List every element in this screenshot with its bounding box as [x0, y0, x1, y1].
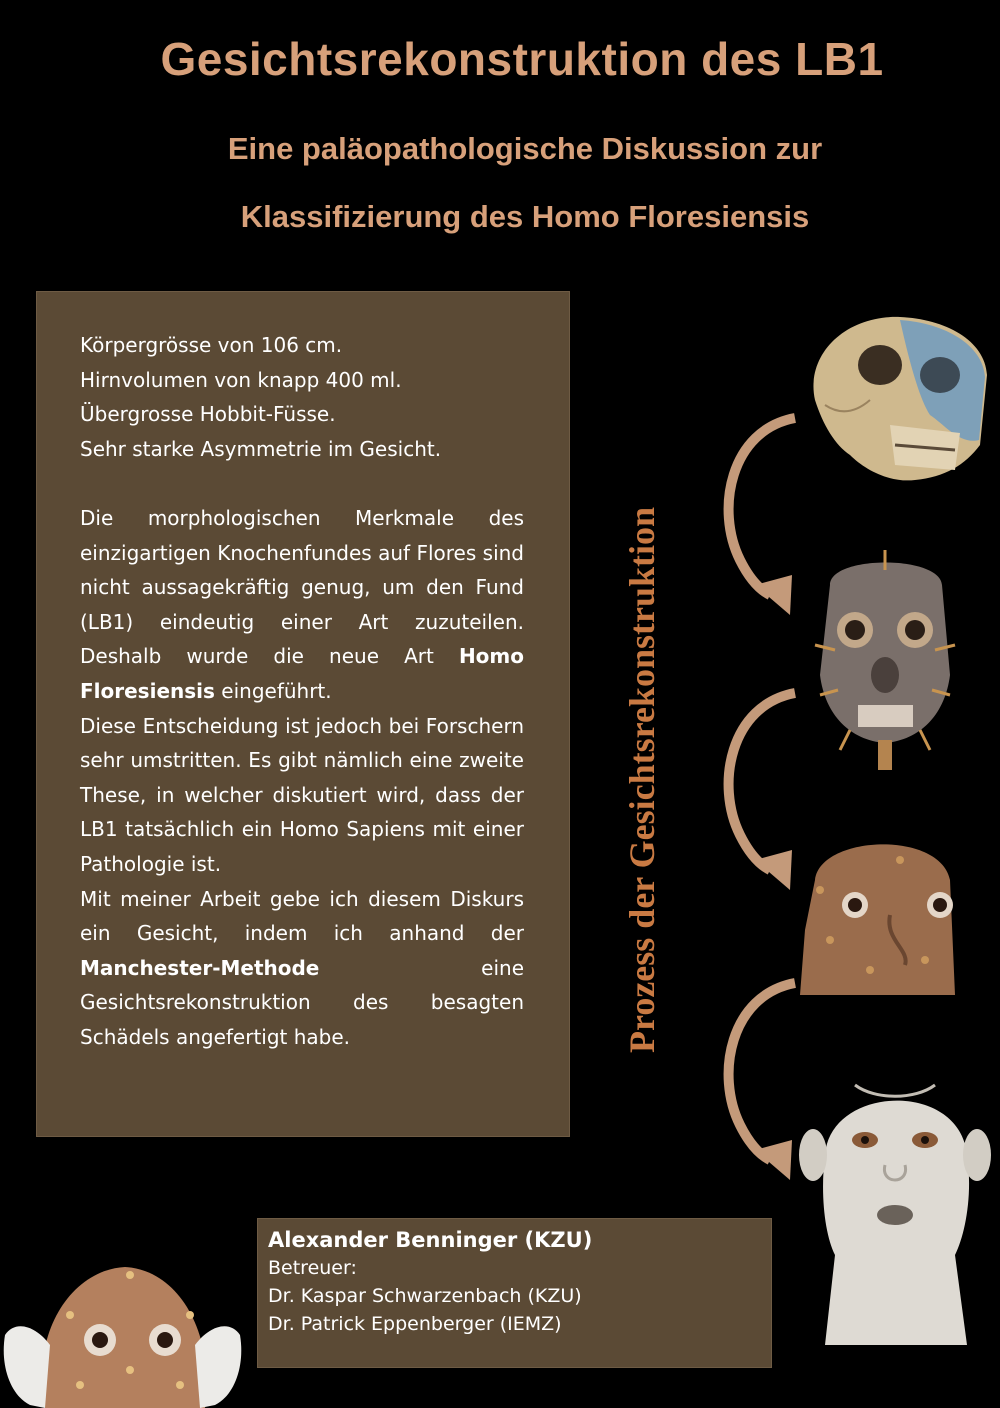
process-label: Prozess der Gesichtsrekonstruktion [622, 507, 662, 1053]
subtitle-line-2: Klassifizierung des Homo Floresiensis [240, 199, 810, 234]
fact-body-height: Körpergrösse von 106 cm. [80, 333, 343, 357]
subtitle-line-1: Eine paläopathologische Diskussion zur [227, 131, 823, 166]
paragraph-controversy: Diese Entscheidung ist jedoch bei Forschern sehr umstritten. Es gibt nämlich eine zweite These, in welcher diskutiert wird, dass der LB1 tatsächlich ein Homo Sapiens mit einer Pathologie ist. [80, 713, 524, 876]
process-arrow-3 [700, 975, 810, 1185]
supervisor-2: Dr. Patrick Eppenberger (IEMZ) [268, 1313, 562, 1335]
species-name: Homo Floresiensis [80, 644, 524, 703]
supervisor-label: Betreuer: [268, 1257, 357, 1279]
fact-brain-volume: Hirnvolumen von knapp 400 ml. [80, 367, 402, 392]
plaster-bust-photo [795, 1045, 995, 1345]
method-name: Manchester-Methode [80, 955, 320, 980]
clay-face-photo [800, 820, 955, 995]
skull-photo [795, 305, 995, 490]
paragraph-method: Mit meiner Arbeit gebe ich diesem Diskurs ein Gesicht, indem ich anhand der Manchester-Methode eine Gesichtsrekonstruktion des besagten Schädels angefertigt habe. [80, 886, 524, 1049]
fact-asymmetry: Sehr starke Asymmetrie im Gesicht. [80, 436, 442, 461]
paragraph-morphology: Die morphologischen Merkmale des einzigartigen Knochenfundes auf Flores sind nicht aussagekräftig genug, um den Fund (LB1) eindeutig einer Art zuzuteilen. Deshalb wurde die neue Art Homo Floresiensis eingeführt. [80, 505, 524, 703]
clay-head-corner-photo [0, 1255, 245, 1408]
info-text [80, 328, 524, 1054]
supervisor-1: Dr. Kaspar Schwarzenbach (KZU) [268, 1285, 582, 1307]
clay-pegs-photo [810, 545, 960, 770]
credits [268, 1226, 592, 1338]
fact-feet: Übergrosse Hobbit-Füsse. [80, 402, 336, 427]
process-arrow-1 [700, 410, 810, 620]
process-arrow-2 [700, 685, 810, 895]
author-name: Alexander Benninger (KZU) [268, 1228, 593, 1252]
page-title: Gesichtsrekonstruktion des LB1 [160, 33, 884, 85]
